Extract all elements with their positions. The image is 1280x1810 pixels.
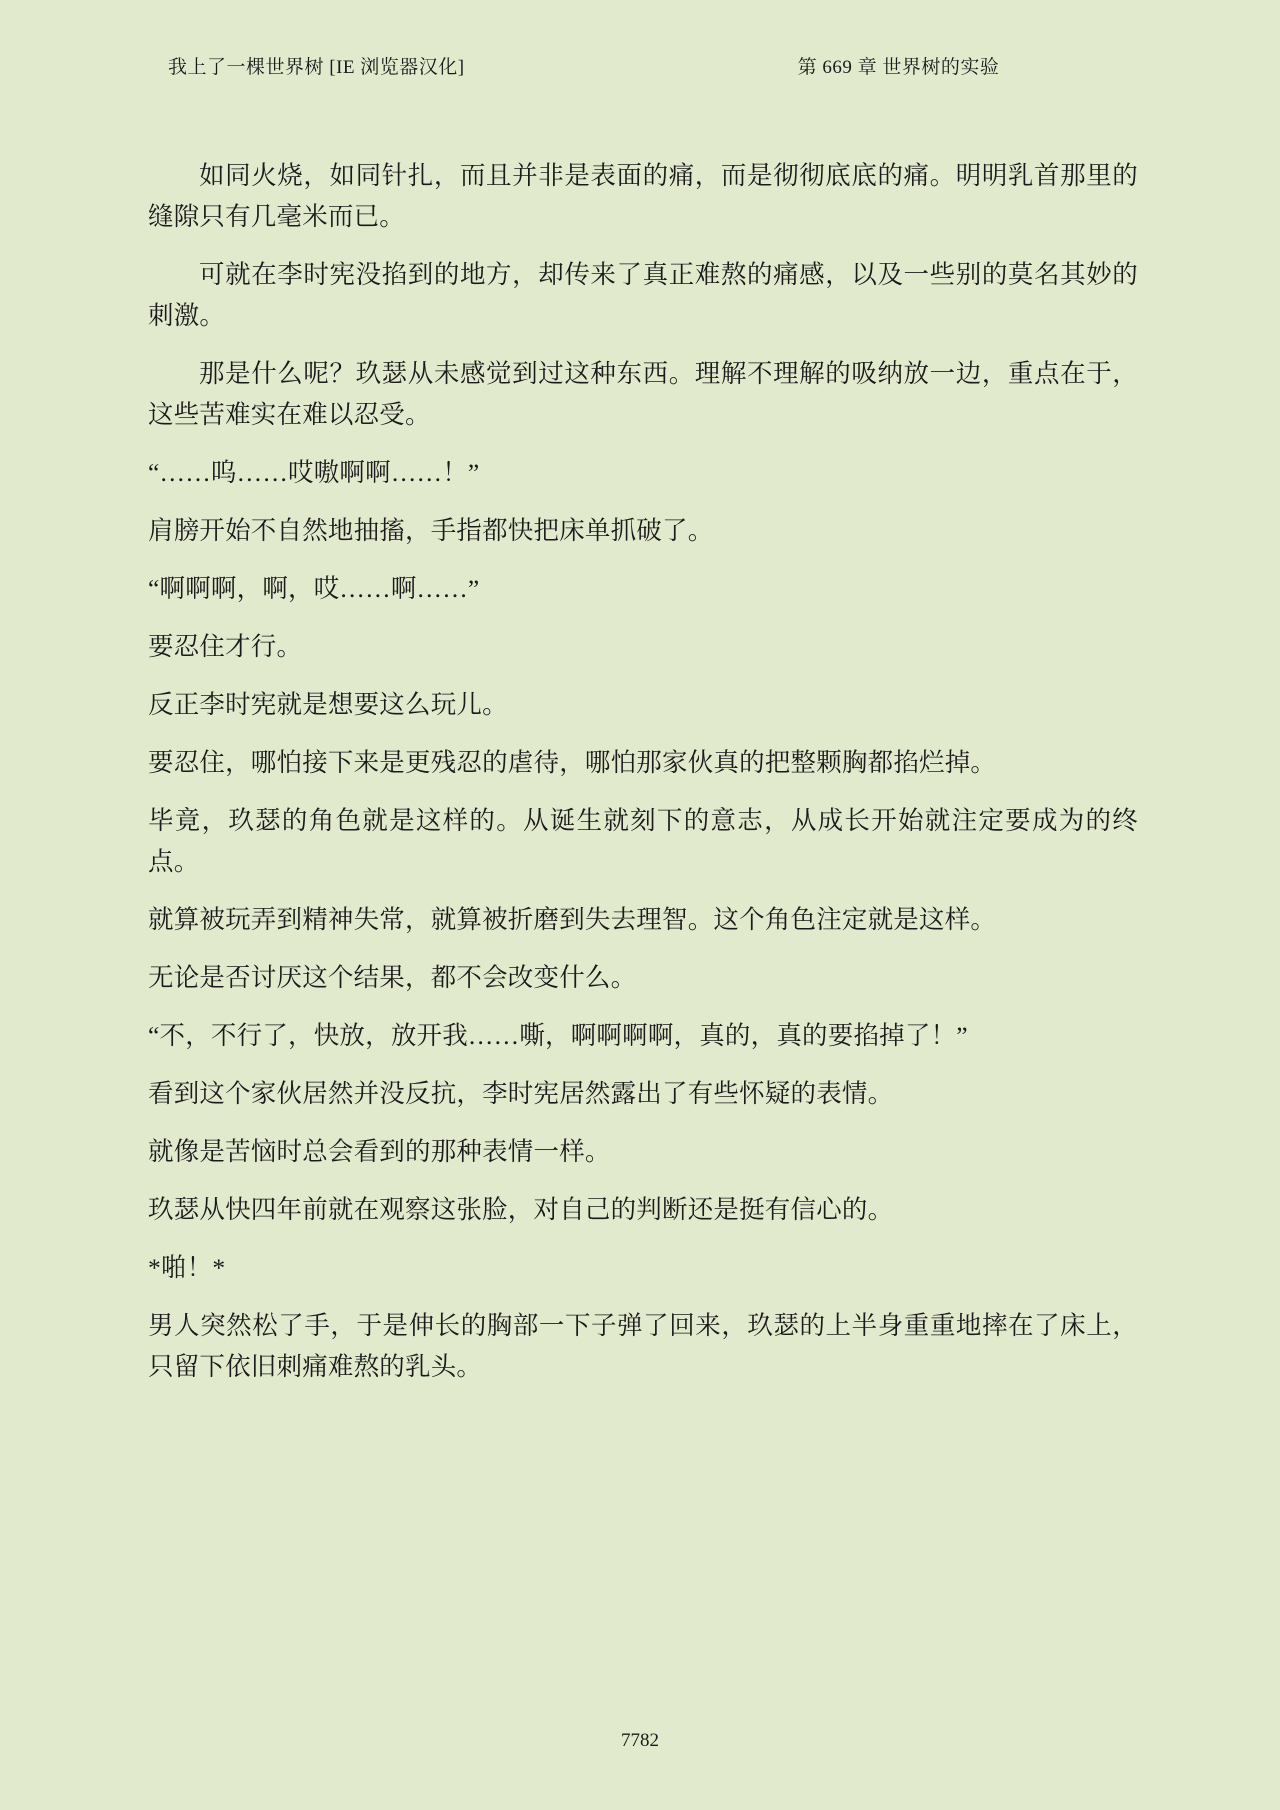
paragraph: 毕竟，玖瑟的角色就是这样的。从诞生就刻下的意志，从成长开始就注定要成为的终点。 bbox=[148, 806, 1138, 876]
paragraph: 玖瑟从快四年前就在观察这张脸，对自己的判断还是挺有信心的。 bbox=[148, 1195, 894, 1224]
header-book-title: 我上了一棵世界树 [IE 浏览器汉化] bbox=[168, 57, 465, 78]
paragraph: 要忍住才行。 bbox=[148, 632, 303, 661]
paragraph: 无论是否讨厌这个结果，都不会改变什么。 bbox=[148, 963, 637, 992]
page-number: 7782 bbox=[621, 1730, 659, 1751]
paragraph: 反正李时宪就是想要这么玩儿。 bbox=[148, 690, 508, 719]
paragraph: 就像是苦恼时总会看到的那种表情一样。 bbox=[148, 1137, 611, 1166]
paragraph: “……呜……哎嗷啊啊……！” bbox=[148, 458, 480, 487]
paragraph: *啪！* bbox=[148, 1253, 226, 1282]
paragraph: 肩膀开始不自然地抽搐，手指都快把床单抓破了。 bbox=[148, 516, 714, 545]
page-header bbox=[0, 52, 1280, 79]
paragraph: 要忍住，哪怕接下来是更残忍的虐待，哪怕那家伙真的把整颗胸都掐烂掉。 bbox=[148, 748, 997, 777]
paragraph: 那是什么呢？玖瑟从未感觉到过这种东西。理解不理解的吸纳放一边，重点在于，这些苦难实在难以忍受。 bbox=[148, 359, 1138, 429]
paragraph: “啊啊啊，啊，哎……啊……” bbox=[148, 574, 480, 603]
paragraph: 可就在李时宪没掐到的地方，却传来了真正难熬的痛感，以及一些别的莫名其妙的刺激。 bbox=[148, 260, 1138, 330]
paragraph: 男人突然松了手，于是伸长的胸部一下子弹了回来，玖瑟的上半身重重地摔在了床上，只留下依旧刺痛难熬的乳头。 bbox=[148, 1311, 1138, 1381]
page-footer bbox=[0, 1730, 1280, 1752]
document-body bbox=[148, 155, 1138, 1404]
paragraph: “不，不行了，快放，放开我……嘶，啊啊啊啊，真的，真的要掐掉了！” bbox=[148, 1021, 968, 1050]
header-chapter-title: 第 669 章 世界树的实验 bbox=[797, 57, 1000, 78]
paragraph: 如同火烧，如同针扎，而且并非是表面的痛，而是彻彻底底的痛。明明乳首那里的缝隙只有几毫米而已。 bbox=[148, 161, 1138, 231]
paragraph: 就算被玩弄到精神失常，就算被折磨到失去理智。这个角色注定就是这样。 bbox=[148, 905, 997, 934]
paragraph: 看到这个家伙居然并没反抗，李时宪居然露出了有些怀疑的表情。 bbox=[148, 1079, 894, 1108]
